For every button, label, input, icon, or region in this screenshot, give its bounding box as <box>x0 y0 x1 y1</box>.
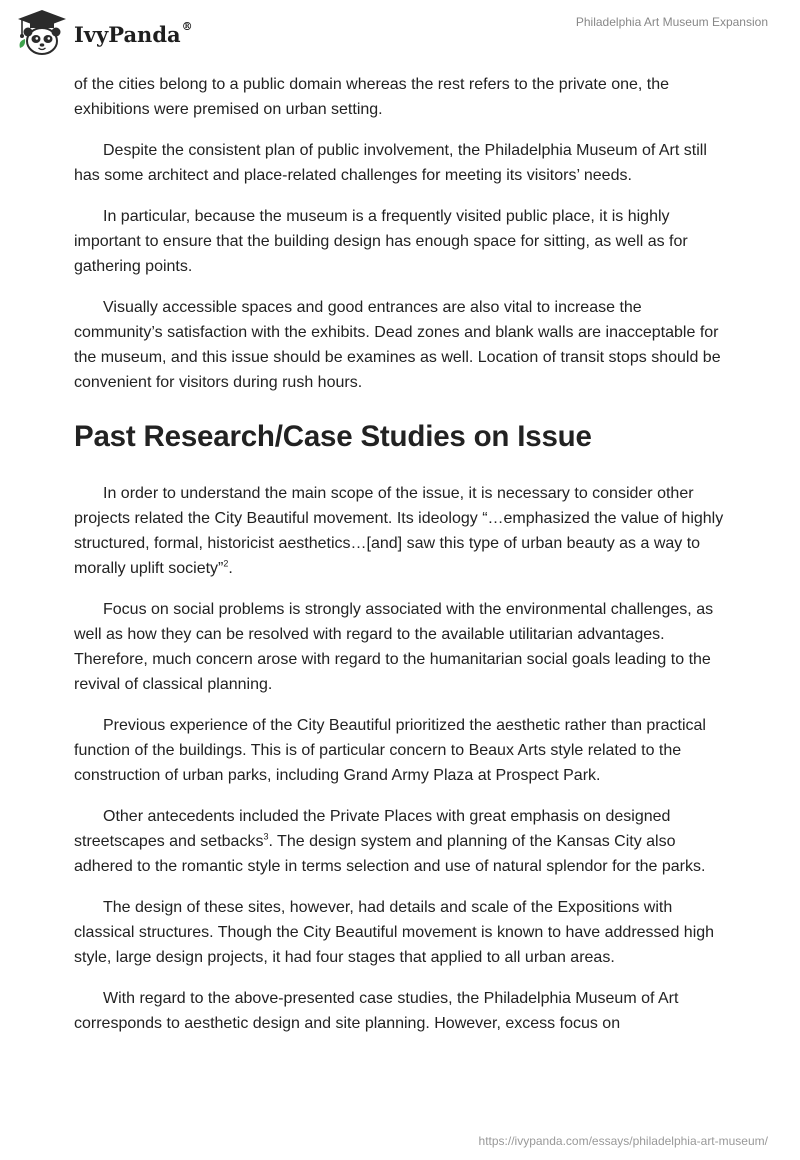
paragraph-social-problems: Focus on social problems is strongly associated with the environmental challenges, as well as how they can be resolved with regard to the available utilitarian advantages. Therefore, much concern arose with regard to the humanitarian social goals leading to the revival of classical planning. <box>74 601 714 693</box>
antecedents-text-before: Other antecedents included the Private Places with great emphasis on designed streetscapes and setbacks <box>74 808 671 850</box>
panda-graduate-icon <box>14 8 70 58</box>
paragraph-design-of-sites: The design of these sites, however, had details and scale of the Expositions with classical structures. Though the City Beautiful movement is known to have addressed high style, large design projects, it had four stages that applied to all urban areas. <box>74 899 715 966</box>
section-heading: Past Research/Case Studies on Issue <box>74 420 592 453</box>
paragraph-sitting-space: In particular, because the museum is a frequently visited public place, it is highly important to ensure that the building design has enough space for sitting, as well as for gathering points. <box>74 208 688 275</box>
brand-name: IvyPanda® <box>74 19 193 47</box>
paragraph-previous-experience: Previous experience of the City Beautiful prioritized the aesthetic rather than practical function of the buildings. This is of particular concern to Beaux Arts style related to the construction of urban parks, including Grand Army Plaza at Prospect Park. <box>74 717 706 784</box>
ideology-end: . <box>228 560 233 577</box>
page-header <box>0 0 800 70</box>
registered-mark: ® <box>181 19 193 33</box>
paragraph-continuation: of the cities belong to a public domain whereas the rest refers to the private one, the exhibitions were premised on urban setting. <box>74 76 670 118</box>
paragraph-antecedents <box>74 804 734 879</box>
ideology-text: In order to understand the main scope of the issue, it is necessary to consider other projects related the City Beautiful movement. Its ideology “…emphasized the value of highly structured, formal, historicist aesthetics…[and] saw this type of urban beauty as a way to morally uplift society” <box>74 485 724 577</box>
essay-content <box>74 72 734 1052</box>
paragraph-public-involvement: Despite the consistent plan of public involvement, the Philadelphia Museum of Art still has some architect and place-related challenges for meeting its visitors’ needs. <box>74 142 707 184</box>
footer-url-link[interactable]: https://ivypanda.com/essays/philadelphia-art-museum/ <box>478 1134 768 1148</box>
footnote-ref-2[interactable]: 2 <box>223 558 229 569</box>
document-title: Philadelphia Art Museum Expansion <box>575 15 768 29</box>
footnote-ref-3[interactable]: 3 <box>263 831 269 842</box>
antecedents-text-after: . The design system and planning of the Kansas City also adhered to the romantic style in terms selection and use of natural splendor for the parks. <box>74 833 706 875</box>
paragraph-city-beautiful-ideology <box>74 481 734 581</box>
paragraph-accessible-spaces: Visually accessible spaces and good entrances are also vital to increase the community’s satisfaction with the exhibits. Dead zones and blank walls are inacceptable for the museum, and this issue should be examines as well. Location of transit stops should be convenient for visitors during rush hours. <box>74 299 721 391</box>
ivypanda-logo[interactable] <box>14 8 193 58</box>
paragraph-case-studies-regard: With regard to the above-presented case studies, the Philadelphia Museum of Art corresponds to aesthetic design and site planning. However, excess focus on <box>74 990 679 1032</box>
